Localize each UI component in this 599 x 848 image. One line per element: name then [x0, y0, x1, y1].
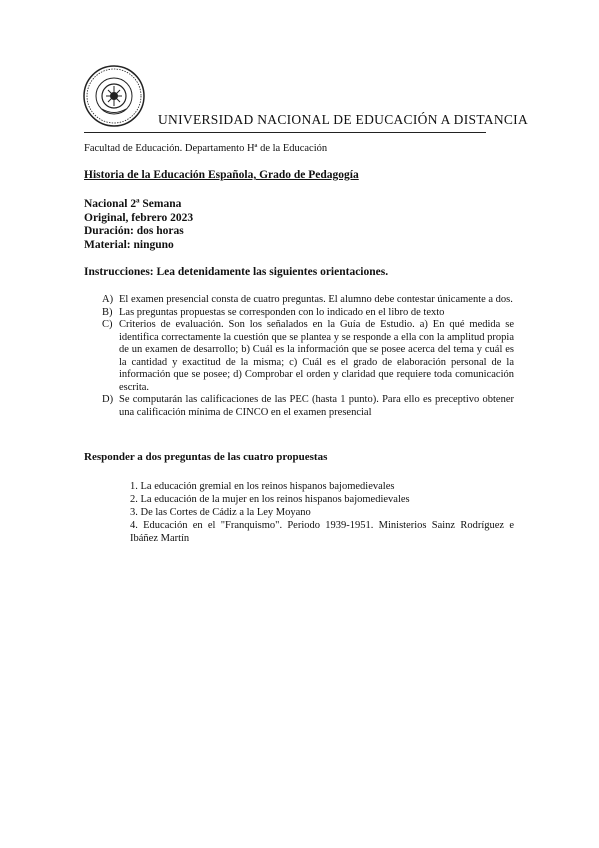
exam-material: Material: ninguno — [84, 238, 174, 251]
instructions-text: Lea detenidamente las siguientes orientaciones. — [153, 266, 389, 278]
rule-item — [102, 319, 514, 394]
exam-duration: Duración: dos horas — [84, 225, 184, 237]
rule-text: El examen presencial consta de cuatro preguntas. El alumno debe contestar únicamente a dos. — [119, 294, 513, 305]
instructions-line — [84, 266, 388, 278]
course-title: Historia de la Educación Española, Grado de Pedagogía — [84, 169, 359, 181]
question-item: 2. La educación de la mujer en los reinos hispanos bajomedievales — [130, 494, 410, 505]
instructions-label: Instrucciones: — [84, 266, 154, 278]
question-item: 3. De las Cortes de Cádiz a la Ley Moyano — [130, 507, 311, 518]
respond-heading: Responder a dos preguntas de las cuatro propuestas — [84, 451, 328, 463]
faculty-line: Facultad de Educación. Departamento Hª de la Educación — [84, 143, 328, 154]
question-item: 4. Educación en el "Franquismo". Periodo 1939-1951. Ministerios Sainz Rodríguez e Ibáñez Martín — [130, 520, 514, 544]
exam-date: Original, febrero 2023 — [84, 211, 194, 224]
rule-item — [102, 394, 514, 419]
rule-letter: D) — [102, 394, 114, 405]
questions-list — [130, 480, 514, 545]
exam-meta — [84, 198, 193, 252]
rule-text: Las preguntas propuestas se corresponden con lo indicado en el libro de texto — [119, 306, 445, 318]
rule-text: Se computarán las calificaciones de las PEC (hasta 1 punto). Para ello es preceptivo obtener una calificación mínima de CINCO en el examen presencial — [119, 394, 514, 418]
exam-session: Nacional 2ª Semana — [84, 198, 182, 210]
rule-item — [102, 307, 514, 320]
rule-text: Criterios de evaluación. Son los señalados en la Guía de Estudio. a) En qué medida se identifica correctamente la cuestión que se plantea y se responde a ella con la amplitud propia de un examen de desarrollo; b) Cuál es la información que se posee acerca del tema y cuál es la cantidad y exactitud de la misma; c) Cuál es el grado de elaboración personal de la información que se posee; d) Comprobar el orden y claridad que requiere toda comunicación escrita. — [119, 319, 514, 393]
rules-list — [102, 294, 514, 419]
rule-letter: B) — [102, 306, 113, 318]
rule-item — [102, 294, 514, 307]
header-rule — [84, 132, 486, 133]
university-title: UNIVERSIDAD NACIONAL DE EDUCACIÓN A DISTANCIA — [158, 112, 529, 127]
university-seal-logo — [82, 64, 146, 128]
question-item: 1. La educación gremial en los reinos hispanos bajomedievales — [130, 481, 395, 492]
rule-letter: A) — [102, 294, 114, 305]
rule-letter: C) — [102, 319, 113, 330]
